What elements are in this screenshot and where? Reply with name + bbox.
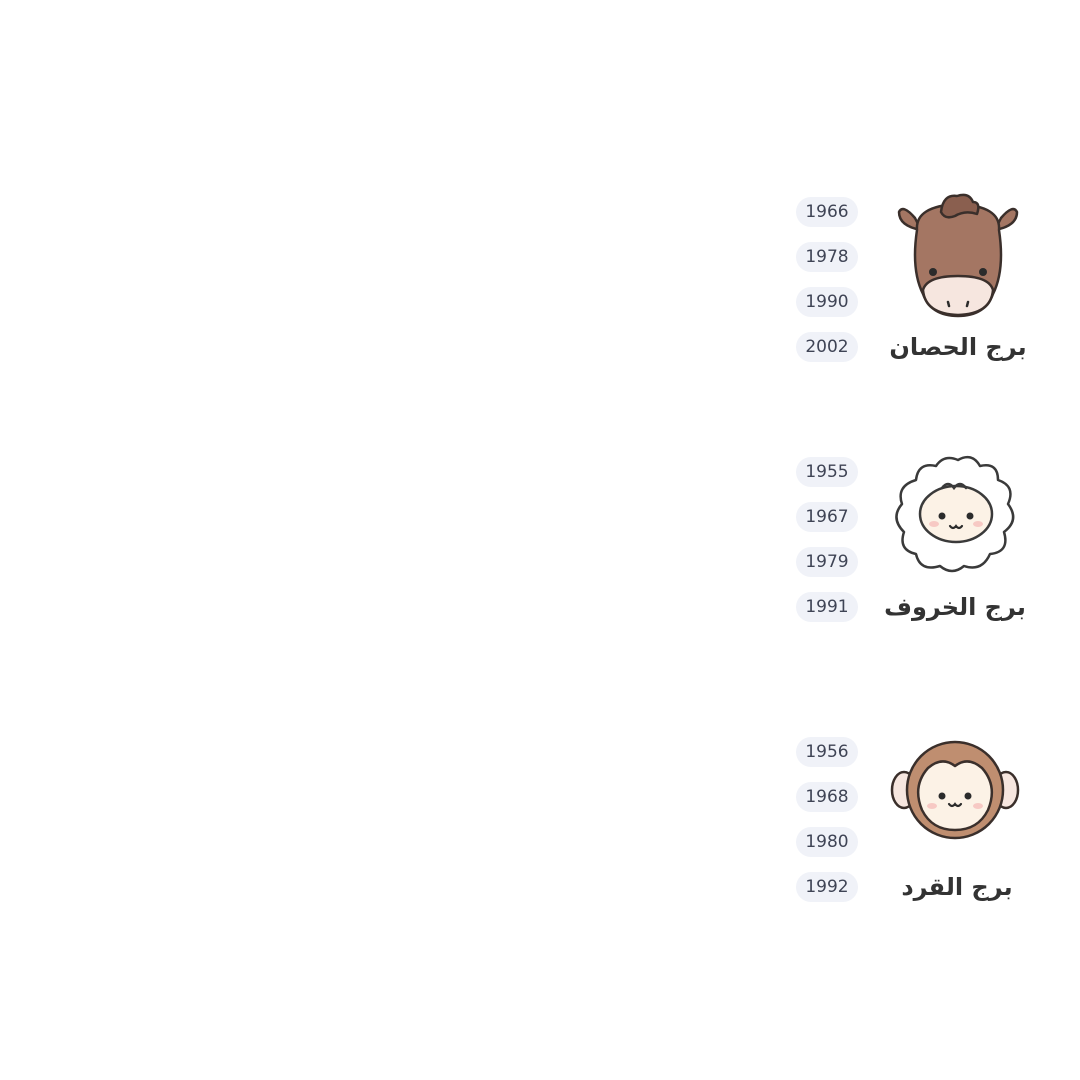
sign-name-sheep: برج الخروف (884, 593, 1026, 621)
year-badge: 1967 (796, 502, 858, 532)
year-badge: 1978 (796, 242, 858, 272)
zodiac-monkey-section (0, 730, 1080, 960)
year-badge: 1955 (796, 457, 858, 487)
year-badge: 1980 (796, 827, 858, 857)
sign-name-monkey: برج القرد (901, 873, 1013, 901)
sign-name-horse: برج الحصان (889, 333, 1027, 361)
year-badge: 1979 (796, 547, 858, 577)
year-badge: 1991 (796, 592, 858, 622)
year-badge: 1992 (796, 872, 858, 902)
monkey-icon (890, 730, 1020, 860)
zodiac-horse-section (0, 190, 1080, 420)
year-badge: 1956 (796, 737, 858, 767)
zodiac-sheep-section (0, 450, 1080, 680)
year-badge: 2002 (796, 332, 858, 362)
year-badge: 1990 (796, 287, 858, 317)
year-badge: 1968 (796, 782, 858, 812)
year-badge: 1966 (796, 197, 858, 227)
horse-icon (893, 190, 1023, 320)
sheep-icon (890, 450, 1020, 580)
